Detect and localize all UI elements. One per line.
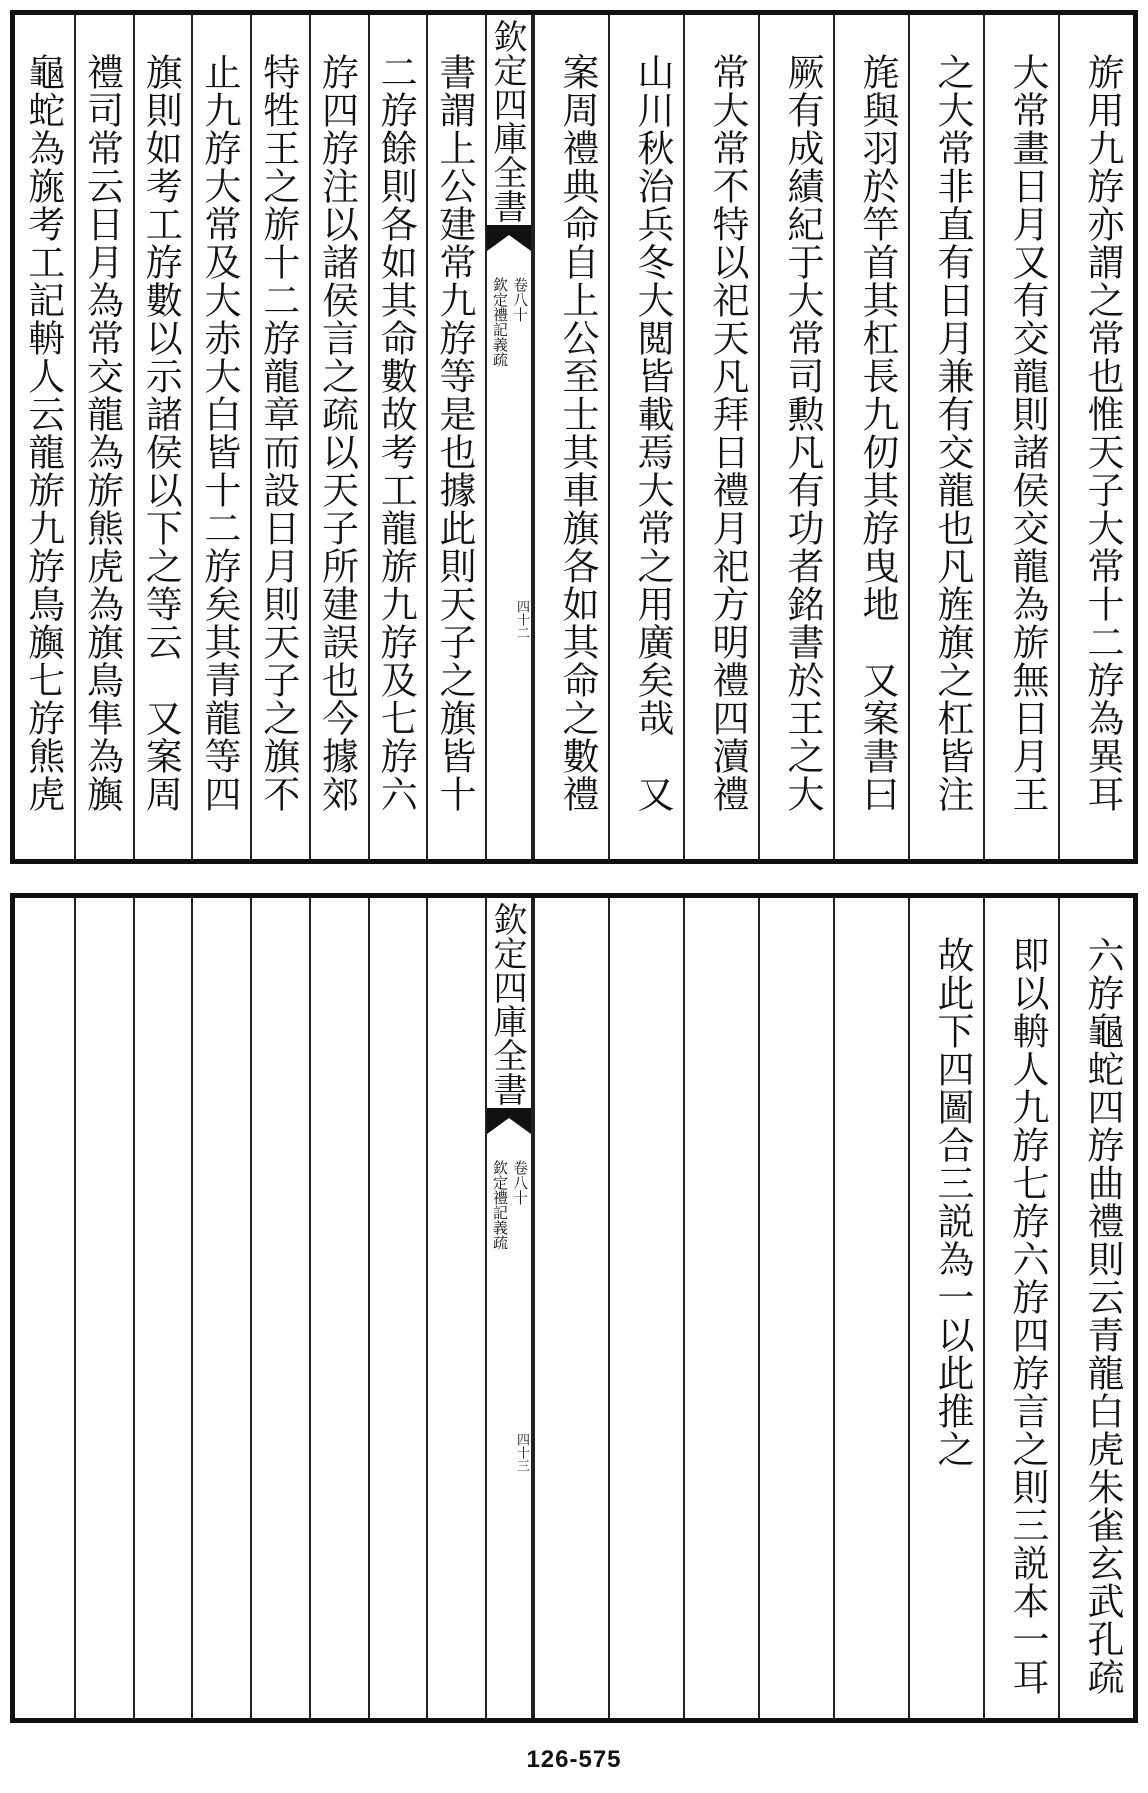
spine-page-number: 四十二 xyxy=(514,600,529,639)
column-text: 止九斿大常及大赤大白皆十二斿矣其青龍等四 xyxy=(198,53,241,813)
text-column xyxy=(608,15,683,859)
column-text: 特牲王之旂十二斿龍章而設日月則天子之旗不 xyxy=(256,53,300,813)
text-column xyxy=(833,898,908,1718)
text-column xyxy=(15,898,74,1718)
text-column xyxy=(309,15,368,859)
page-code: 126-575 xyxy=(526,1746,622,1773)
text-column xyxy=(683,15,758,859)
text-column xyxy=(908,15,983,859)
spine-book-title: 欽定禮記義疏 xyxy=(491,1160,509,1250)
text-column xyxy=(533,898,608,1718)
column-text: 故此下四圖合三説為一以此推之 xyxy=(931,936,974,1468)
text-column xyxy=(426,898,485,1718)
text-column xyxy=(1058,898,1133,1718)
column-text: 斿四斿注以諸侯言之疏以天子所建誤也今據郊 xyxy=(315,53,359,813)
text-column xyxy=(191,898,250,1718)
column-text: 書謂上公建常九斿等是也據此則天子之旗皆十 xyxy=(433,53,476,813)
spine-volume: 卷八十 xyxy=(511,277,529,322)
column-text: 山川秋治兵冬大閲皆載焉大常之用廣矣哉 又 xyxy=(631,53,674,813)
text-column xyxy=(368,15,427,859)
text-column xyxy=(533,15,608,859)
text-column xyxy=(983,898,1058,1718)
bottom-spine xyxy=(485,898,533,1718)
text-column xyxy=(983,15,1058,859)
column-text: 常大常不特以祀天凡拜日禮月祀方明禮四瀆禮 xyxy=(706,53,749,813)
text-column xyxy=(368,898,427,1718)
column-text: 旂用九斿亦謂之常也惟天子大常十二斿為異耳 xyxy=(1081,53,1124,813)
column-text: 厥有成績紀于大常司勲凡有功者銘書於王之大 xyxy=(781,53,824,813)
fish-tail-mark xyxy=(487,1108,531,1134)
top-spine xyxy=(485,15,533,859)
text-column xyxy=(133,898,192,1718)
text-column xyxy=(309,898,368,1718)
column-text: 六斿龜蛇四斿曲禮則云青龍白虎朱雀玄武孔疏 xyxy=(1081,936,1124,1696)
column-text: 二斿餘則各如其命數故考工龍旂九斿及七斿六 xyxy=(374,53,418,813)
text-column xyxy=(15,15,74,859)
text-column xyxy=(74,898,133,1718)
text-column xyxy=(683,898,758,1718)
column-text: 旗則如考工斿數以示諸侯以下之等云 又案周 xyxy=(139,53,183,813)
text-column xyxy=(908,898,983,1718)
column-text: 即以輈人九斿七斿六斿四斿言之則三説本一耳 xyxy=(1006,936,1049,1696)
text-column xyxy=(74,15,133,859)
column-text: 案周禮典命自上公至士其車旗各如其命之數禮 xyxy=(556,53,599,813)
text-column xyxy=(133,15,192,859)
spine-title: 欽定四庫全書 xyxy=(487,19,527,223)
spine-book-title: 欽定禮記義疏 xyxy=(491,277,509,367)
text-column xyxy=(608,898,683,1718)
text-column xyxy=(758,898,833,1718)
spine-title: 欽定四庫全書 xyxy=(487,902,527,1106)
column-text: 禮司常云日月為常交龍為旂熊虎為旗鳥隼為旟 xyxy=(80,53,124,813)
text-column xyxy=(426,15,485,859)
spine-volume: 卷八十 xyxy=(511,1160,529,1205)
text-column xyxy=(833,15,908,859)
text-column xyxy=(250,898,309,1718)
text-column xyxy=(250,15,309,859)
column-text: 旄與羽於竿首其杠長九仞其斿曳地 又案書曰 xyxy=(856,53,899,813)
bottom-page xyxy=(10,893,1138,1723)
text-column xyxy=(758,15,833,859)
fish-tail-mark xyxy=(487,225,531,251)
text-column xyxy=(191,15,250,859)
column-text: 之大常非直有日月兼有交龍也凡旌旗之杠皆注 xyxy=(931,53,974,813)
column-text: 龜蛇為旐考工記輈人云龍旂九斿鳥旟七斿熊虎 xyxy=(21,53,65,813)
spine-page-number: 四十三 xyxy=(514,1433,529,1472)
column-text: 大常畫日月又有交龍則諸侯交龍為旂無日月王 xyxy=(1006,53,1049,813)
top-page xyxy=(10,10,1138,864)
text-column xyxy=(1058,15,1133,859)
